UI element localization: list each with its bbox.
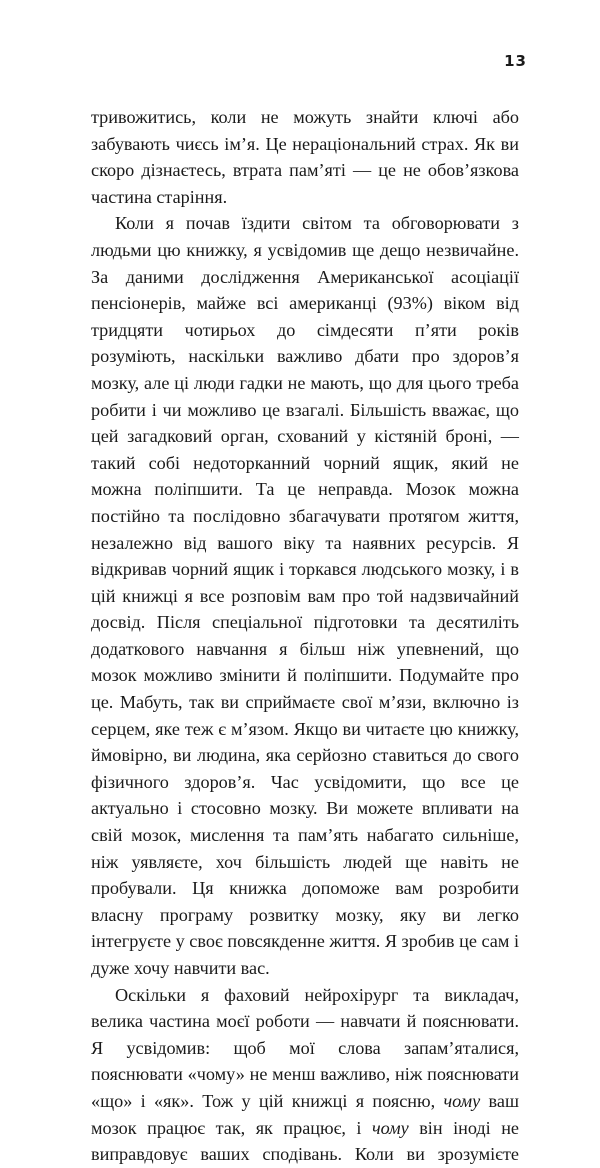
paragraph-text: ваш мозок працює так, як працює, і: [91, 1090, 519, 1138]
body-text: [91, 104, 519, 1168]
paragraph-text: Оскільки я фаховий нейрохірург та викладач, велика частина моєї роботи — навчати й пояснювати. Я усвідомив: щоб мої слова запам’яталися, пояснювати «чому» не менш важливо, ніж пояснювати «що» і «як». Тож у цій книжці я поясню,: [91, 984, 519, 1111]
paragraph: Коли я почав їздити світом та обговорювати з людьми цю книжку, я усвідомив ще дещо незвичайне. За даними дослідження Американської асоціації пенсіонерів, майже всі американці (93%) віком від тридцяти чотирьох до сімдесяти п’яти років розуміють, наскільки важливо дбати про здоров’я мозку, але ці люди гадки не мають, що для цього треба робити і чи можливо це взагалі. Більшість вважає, що цей загадковий орган, схований у кістяній броні, — такий собі недоторканний чорний ящик, який не можна поліпшити. Та це неправда. Мозок можна постійно та послідовно збагачувати протягом життя, незалежно від вашого віку та наявних ресурсів. Я відкривав чорний ящик і торкався людського мозку, і в цій книжці я все розповім вам про той надзвичайний досвід. Після спеціальної підготовки та десятиліть додаткового навчання я більш ніж упевнений, що мозок можливо змінити й поліпшити. Подумайте про це. Мабуть, так ви сприймаєте свої м’язи, включно із серцем, яке теж є м’язом. Якщо ви читаєте цю книжку, ймовірно, ви людина, яка серйозно ставиться до свого фізичного здоров’я. Час усвідомити, що все це актуально і стосовно мозку. Ви можете впливати на свій мозок, мислення та пам’ять набагато сильніше, ніж уявляєте, хоч більшість людей ще навіть не пробували. Ця книжка допоможе вам розробити власну програму розвитку мозку, яку ви легко інтегруєте у своє повсякденне життя. Я зробив це сам і дуже хочу навчити вас.: [91, 213, 519, 978]
emphasized-word: чому: [443, 1090, 481, 1111]
paragraph: тривожитись, коли не можуть знайти ключі або забувають чиєсь ім’я. Це нераціональний страх. Як ви скоро дізнаєтесь, втрата пам’яті — це не обов’язкова частина старіння.: [91, 107, 519, 207]
page-number: 13: [504, 52, 527, 70]
paragraph-text: він іноді не виправдовує ваших сподівань. Коли ви зрозумієте: [91, 1117, 520, 1165]
paragraph: [91, 982, 519, 1168]
emphasized-word: чому: [371, 1117, 409, 1138]
